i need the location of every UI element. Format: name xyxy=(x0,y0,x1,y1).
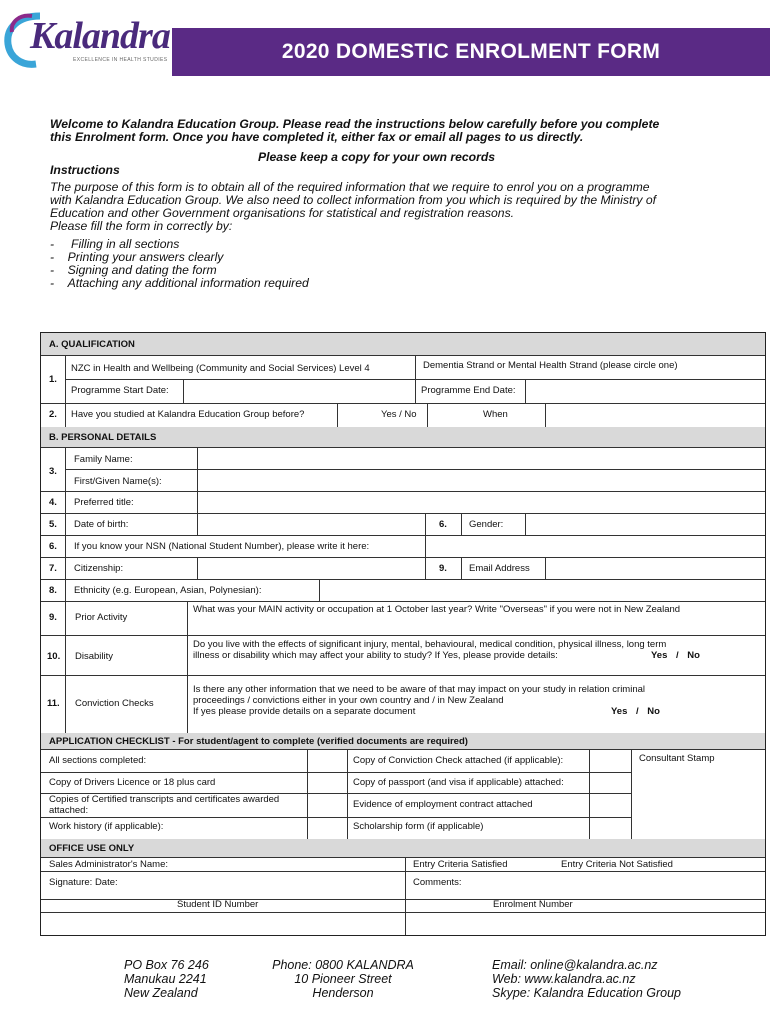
footer-line: Henderson xyxy=(312,986,374,1000)
ethnicity-label: Ethnicity (e.g. European, Asian, Polynesian): xyxy=(74,585,262,596)
disability-yes-no[interactable]: Yes / No xyxy=(651,650,700,661)
row-number: 1. xyxy=(49,374,57,385)
strand-choice[interactable]: Dementia Strand or Mental Health Strand (please circle one) xyxy=(423,360,678,371)
purpose-text: The purpose of this form is to obtain all of the required information that we require to enrol you on a programme xyxy=(50,180,650,194)
footer-phone xyxy=(270,958,416,1000)
checklist-item: Copy of Drivers Licence or 18 plus card xyxy=(49,777,216,788)
footer-online xyxy=(492,958,681,1000)
row-number: 6. xyxy=(439,519,447,530)
list-item: - Printing your answers clearly xyxy=(50,250,224,264)
family-name-label: Family Name: xyxy=(74,454,133,465)
checklist-item: attached: xyxy=(49,805,89,816)
checklist-item: Copy of Conviction Check attached (if applicable): xyxy=(353,755,564,766)
conviction-yes-no[interactable]: Yes / No xyxy=(611,706,660,717)
form-title: 2020 DOMESTIC ENROLMENT FORM xyxy=(281,40,661,63)
purpose-text: with Kalandra Education Group. We also need to collect information from you which is required by the Ministry of xyxy=(50,193,657,207)
prior-activity-label: Prior Activity xyxy=(75,612,128,623)
checklist-item: Work history (if applicable): xyxy=(49,821,164,832)
conviction-label: Conviction Checks xyxy=(75,698,154,709)
instructions-heading: Instructions xyxy=(50,163,120,177)
row-number: 9. xyxy=(439,563,447,574)
checklist-header: APPLICATION CHECKLIST - For student/agent to complete (verified documents are required) xyxy=(41,733,765,749)
disability-label: Disability xyxy=(75,651,114,662)
qualification-name: NZC in Health and Wellbeing (Community and Social Services) Level 4 xyxy=(71,363,370,374)
prior-activity-question: What was your MAIN activity or occupation at 1 October last year? Write "Overseas" if you were not in New Zealand xyxy=(193,604,681,615)
student-id-label: Student ID Number xyxy=(177,899,259,910)
logo-text: Kalandra xyxy=(30,15,170,57)
row-number: 8. xyxy=(49,585,57,596)
logo-tagline: EXCELLENCE IN HEALTH STUDIES xyxy=(73,57,168,63)
section-a-header: A. QUALIFICATION xyxy=(41,333,765,355)
checklist-item: Scholarship form (if applicable) xyxy=(353,821,484,832)
enrolment-form-table xyxy=(40,332,766,936)
row-number: 2. xyxy=(49,409,57,420)
signature-date-label: Signature: Date: xyxy=(49,877,118,888)
section-b-header: B. PERSONAL DETAILS xyxy=(41,427,765,447)
sales-admin-label: Sales Administrator's Name: xyxy=(49,859,169,870)
footer-line: PO Box 76 246 xyxy=(124,958,209,972)
criteria-satisfied-label: Entry Criteria Satisfied xyxy=(413,859,508,870)
footer-web[interactable]: Web: www.kalandra.ac.nz xyxy=(492,972,636,986)
enrolment-number-label: Enrolment Number xyxy=(493,899,573,910)
row-number: 6. xyxy=(49,541,57,552)
checklist-item: Evidence of employment contract attached xyxy=(353,799,533,810)
welcome-line: this Enrolment form. Once you have completed it, either fax or email all pages to us directly. xyxy=(50,130,584,144)
consultant-stamp-label: Consultant Stamp xyxy=(639,753,715,764)
gender-label: Gender: xyxy=(469,519,504,530)
list-item: - Signing and dating the form xyxy=(50,263,217,277)
row-number: 11. xyxy=(47,698,60,709)
footer-email[interactable]: Email: online@kalandra.ac.nz xyxy=(492,958,658,972)
studied-yes-no[interactable]: Yes / No xyxy=(381,409,417,420)
row-number: 5. xyxy=(49,519,57,530)
given-names-label: First/Given Name(s): xyxy=(74,476,162,487)
disability-question: illness or disability which may affect your ability to study? If Yes, please provide details: xyxy=(193,650,558,661)
footer-line: Manukau 2241 xyxy=(124,972,207,986)
conviction-question: Is there any other information that we need to be aware of that may impact on your study in relation criminal xyxy=(193,684,646,695)
footer-line: New Zealand xyxy=(124,986,198,1000)
disability-question: Do you live with the effects of significant injury, mental, behavioural, medical condition, physical illness, long term xyxy=(193,639,667,650)
checklist-item: Copies of Certified transcripts and certificates awarded xyxy=(49,794,280,805)
when-label: When xyxy=(483,409,508,420)
conviction-question: If yes please provide details on a separate document xyxy=(193,706,416,717)
end-date-label: Programme End Date: xyxy=(421,385,516,396)
start-date-label: Programme Start Date: xyxy=(71,385,169,396)
nsn-label: If you know your NSN (National Student Number), please write it here: xyxy=(74,541,370,552)
preferred-title-label: Preferred title: xyxy=(74,497,134,508)
dob-label: Date of birth: xyxy=(74,519,129,530)
list-item: - Filling in all sections xyxy=(50,237,180,251)
email-label: Email Address xyxy=(469,563,530,574)
row-number: 10. xyxy=(47,651,61,662)
footer-postal xyxy=(124,958,209,1000)
welcome-line: Welcome to Kalandra Education Group. Please read the instructions below carefully before you complete xyxy=(50,117,660,131)
office-use-header: OFFICE USE ONLY xyxy=(41,839,765,857)
footer-line: Phone: 0800 KALANDRA xyxy=(272,958,414,972)
purpose-text: Education and other Government organisations for statistical and registration reasons. xyxy=(50,206,515,220)
row-number: 4. xyxy=(49,497,57,508)
citizenship-label: Citizenship: xyxy=(74,563,124,574)
row-number: 9. xyxy=(49,612,57,623)
keep-copy-note: Please keep a copy for your own records xyxy=(258,150,496,164)
comments-label: Comments: xyxy=(413,877,462,888)
checklist-item: Copy of passport (and visa if applicable) attached: xyxy=(353,777,564,788)
studied-before-question: Have you studied at Kalandra Education Group before? xyxy=(71,409,305,420)
conviction-question: proceedings / convictions either in your own country and / in New Zealand xyxy=(193,695,504,706)
row-number: 3. xyxy=(49,466,57,477)
row-number: 7. xyxy=(49,563,57,574)
checklist-item: All sections completed: xyxy=(49,755,147,766)
fill-instruction: Please fill the form in correctly by: xyxy=(50,219,233,233)
footer-line: 10 Pioneer Street xyxy=(294,972,392,986)
footer-skype: Skype: Kalandra Education Group xyxy=(492,986,682,1000)
list-item: - Attaching any additional information required xyxy=(50,276,309,290)
criteria-not-satisfied-label: Entry Criteria Not Satisfied xyxy=(561,859,673,870)
